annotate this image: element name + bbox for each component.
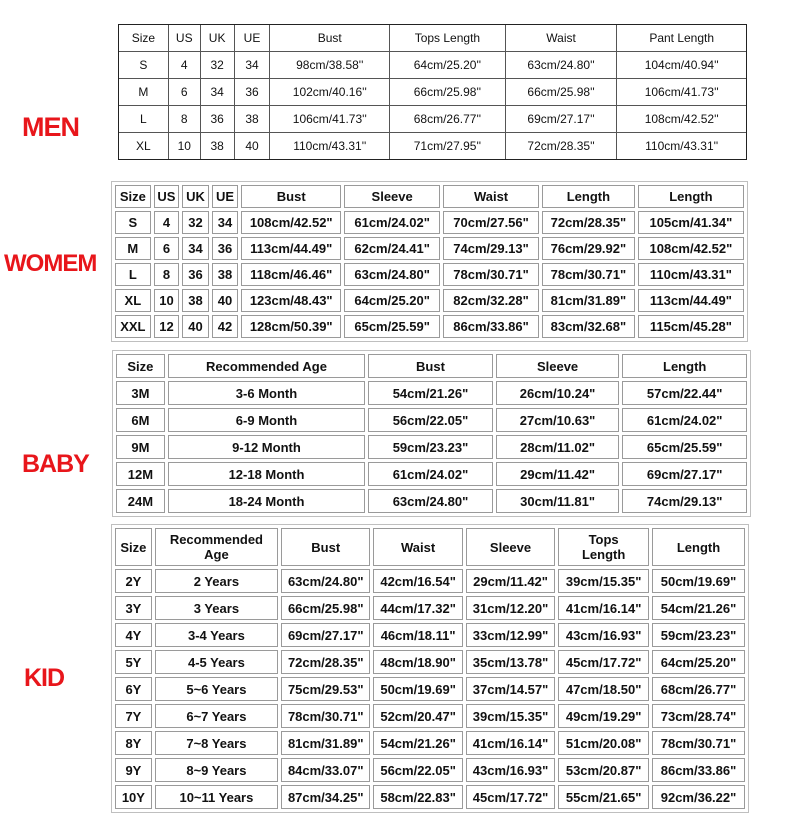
table-cell: 32	[201, 52, 235, 79]
table-cell: 6	[169, 79, 201, 106]
table-cell: 42	[212, 315, 239, 338]
table-cell: 36	[212, 237, 239, 260]
table-cell: 56cm/22.05"	[368, 408, 493, 432]
table-cell: 8	[169, 106, 201, 133]
baby-column-header: Bust	[368, 354, 493, 378]
baby-label: BABY	[22, 450, 89, 478]
table-cell: 102cm/40.16''	[270, 79, 390, 106]
table-cell: 110cm/43.31"	[638, 263, 744, 286]
table-cell: 78cm/30.71"	[281, 704, 370, 728]
table-cell: 69cm/27.17''	[506, 106, 618, 133]
table-cell: 86cm/33.86"	[652, 758, 745, 782]
table-cell: 78cm/30.71"	[652, 731, 745, 755]
size-cell: L	[119, 106, 169, 133]
table-cell: 106cm/41.73''	[617, 79, 746, 106]
table-cell: 8~9 Years	[155, 758, 278, 782]
table-cell: 63cm/24.80''	[506, 52, 618, 79]
size-cell: 7Y	[115, 704, 152, 728]
women-header-row	[115, 185, 744, 208]
table-cell: 34	[235, 52, 271, 79]
kid-column-header: Size	[115, 528, 152, 566]
men-column-header: Waist	[506, 25, 618, 52]
table-cell: 10~11 Years	[155, 785, 278, 809]
table-row	[115, 596, 745, 620]
table-cell: 40	[235, 133, 271, 159]
table-row	[119, 133, 746, 159]
table-cell: 84cm/33.07"	[281, 758, 370, 782]
table-row	[119, 106, 746, 133]
table-cell: 31cm/12.20"	[466, 596, 555, 620]
table-cell: 66cm/25.98''	[390, 79, 506, 106]
table-cell: 72cm/28.35"	[542, 211, 635, 234]
table-cell: 34	[201, 79, 235, 106]
baby-column-header: Recommended Age	[168, 354, 365, 378]
table-cell: 123cm/48.43"	[241, 289, 341, 312]
table-cell: 61cm/24.02"	[622, 408, 747, 432]
table-cell: 64cm/25.20"	[652, 650, 745, 674]
table-cell: 108cm/42.52"	[241, 211, 341, 234]
kid-size-table	[111, 524, 749, 813]
table-row	[115, 785, 745, 809]
size-cell: S	[115, 211, 151, 234]
women-column-header: Sleeve	[344, 185, 440, 208]
table-cell: 32	[182, 211, 209, 234]
table-cell: 87cm/34.25"	[281, 785, 370, 809]
table-cell: 39cm/15.35"	[558, 569, 649, 593]
table-cell: 38	[235, 106, 271, 133]
size-cell: 24M	[116, 489, 165, 513]
men-column-header: UE	[235, 25, 271, 52]
table-row	[115, 650, 745, 674]
table-cell: 81cm/31.89"	[542, 289, 635, 312]
size-cell: 3Y	[115, 596, 152, 620]
table-row	[115, 623, 745, 647]
table-cell: 56cm/22.05"	[373, 758, 462, 782]
table-cell: 41cm/16.14"	[558, 596, 649, 620]
table-cell: 27cm/10.63"	[496, 408, 620, 432]
table-row	[115, 289, 744, 312]
table-cell: 37cm/14.57"	[466, 677, 555, 701]
table-cell: 105cm/41.34"	[638, 211, 744, 234]
table-cell: 66cm/25.98"	[281, 596, 370, 620]
men-size-table	[118, 24, 747, 160]
table-cell: 59cm/23.23"	[368, 435, 493, 459]
table-row	[115, 211, 744, 234]
table-cell: 108cm/42.52"	[638, 237, 744, 260]
table-cell: 54cm/21.26"	[373, 731, 462, 755]
table-row	[115, 569, 745, 593]
table-cell: 62cm/24.41"	[344, 237, 440, 260]
table-cell: 63cm/24.80"	[368, 489, 493, 513]
table-cell: 29cm/11.42"	[466, 569, 555, 593]
table-cell: 35cm/13.78"	[466, 650, 555, 674]
table-row	[116, 381, 747, 405]
table-cell: 3-4 Years	[155, 623, 278, 647]
table-cell: 7~8 Years	[155, 731, 278, 755]
table-cell: 4-5 Years	[155, 650, 278, 674]
size-cell: 5Y	[115, 650, 152, 674]
table-cell: 6-9 Month	[168, 408, 365, 432]
table-cell: 81cm/31.89"	[281, 731, 370, 755]
size-cell: XL	[119, 133, 169, 159]
table-row	[115, 263, 744, 286]
table-cell: 12-18 Month	[168, 462, 365, 486]
table-cell: 8	[154, 263, 180, 286]
table-cell: 64cm/25.20"	[344, 289, 440, 312]
table-cell: 65cm/25.59"	[344, 315, 440, 338]
kid-column-header: Tops Length	[558, 528, 649, 566]
table-cell: 38	[201, 133, 235, 159]
men-column-header: Size	[119, 25, 169, 52]
table-cell: 68cm/26.77"	[652, 677, 745, 701]
kid-column-header: Length	[652, 528, 745, 566]
size-cell: XL	[115, 289, 151, 312]
table-cell: 108cm/42.52''	[617, 106, 746, 133]
table-cell: 4	[154, 211, 180, 234]
table-row	[119, 79, 746, 106]
table-cell: 3 Years	[155, 596, 278, 620]
table-cell: 44cm/17.32"	[373, 596, 462, 620]
table-cell: 9-12 Month	[168, 435, 365, 459]
size-cell: 6M	[116, 408, 165, 432]
table-cell: 48cm/18.90"	[373, 650, 462, 674]
table-row	[115, 731, 745, 755]
table-cell: 69cm/27.17"	[281, 623, 370, 647]
table-cell: 74cm/29.13"	[622, 489, 747, 513]
table-cell: 69cm/27.17"	[622, 462, 747, 486]
table-cell: 110cm/43.31''	[645, 139, 719, 153]
table-cell: 38	[182, 289, 209, 312]
table-cell: 74cm/29.13"	[443, 237, 539, 260]
men-column-header: UK	[201, 25, 235, 52]
table-cell: 76cm/29.92"	[542, 237, 635, 260]
table-cell: 63cm/24.80"	[281, 569, 370, 593]
table-cell: 73cm/28.74"	[652, 704, 745, 728]
table-cell: 113cm/44.49"	[638, 289, 744, 312]
women-column-header: UE	[212, 185, 239, 208]
size-cell: 4Y	[115, 623, 152, 647]
table-cell: 92cm/36.22"	[652, 785, 745, 809]
table-cell: 78cm/30.71"	[542, 263, 635, 286]
table-cell: 45cm/17.72"	[466, 785, 555, 809]
table-row	[115, 237, 744, 260]
table-cell: 54cm/21.26"	[652, 596, 745, 620]
table-cell: 40	[212, 289, 239, 312]
table-cell: 61cm/24.02"	[368, 462, 493, 486]
men-column-header: Pant Length	[617, 25, 746, 52]
men-column-header: Bust	[270, 25, 390, 52]
table-row	[115, 315, 744, 338]
table-cell: 113cm/44.49"	[241, 237, 341, 260]
women-size-table	[111, 181, 748, 342]
table-cell: 64cm/25.20''	[390, 52, 506, 79]
table-cell: 50cm/19.69"	[652, 569, 745, 593]
size-cell: 12M	[116, 462, 165, 486]
women-column-header: US	[154, 185, 180, 208]
women-column-header: Waist	[443, 185, 539, 208]
size-cell: 3M	[116, 381, 165, 405]
table-cell: 36	[182, 263, 209, 286]
kid-column-header: Bust	[281, 528, 370, 566]
kid-header-row	[115, 528, 745, 566]
table-cell: 86cm/33.86"	[443, 315, 539, 338]
women-label: WOMEM	[4, 250, 97, 277]
table-cell: 71cm/27.95''	[390, 133, 506, 159]
baby-size-table	[112, 350, 751, 517]
women-column-header: UK	[182, 185, 209, 208]
size-cell: 8Y	[115, 731, 152, 755]
table-cell: 59cm/23.23"	[652, 623, 745, 647]
table-cell: 55cm/21.65"	[558, 785, 649, 809]
table-row	[115, 758, 745, 782]
table-cell: 36	[201, 106, 235, 133]
table-cell: 40	[182, 315, 209, 338]
table-cell: 118cm/46.46"	[241, 263, 341, 286]
size-cell: 10Y	[115, 785, 152, 809]
table-row	[116, 489, 747, 513]
size-cell: M	[119, 79, 169, 106]
table-cell: 38	[212, 263, 239, 286]
table-cell: 41cm/16.14"	[466, 731, 555, 755]
table-cell: 106cm/41.73''	[270, 106, 390, 133]
table-cell: 28cm/11.02"	[496, 435, 620, 459]
table-cell: 66cm/25.98''	[506, 79, 618, 106]
kid-label: KID	[24, 664, 65, 692]
table-cell: 72cm/28.35''	[506, 133, 618, 159]
table-cell: 115cm/45.28"	[638, 315, 744, 338]
table-cell: 42cm/16.54"	[373, 569, 462, 593]
table-cell: 83cm/32.68"	[542, 315, 635, 338]
table-cell: 34	[182, 237, 209, 260]
size-cell: 6Y	[115, 677, 152, 701]
table-cell: 10	[169, 133, 201, 159]
kid-column-header: Waist	[373, 528, 462, 566]
size-cell: 2Y	[115, 569, 152, 593]
table-cell: 82cm/32.28"	[443, 289, 539, 312]
table-cell: 65cm/25.59"	[622, 435, 747, 459]
table-cell: 75cm/29.53"	[281, 677, 370, 701]
table-row	[115, 704, 745, 728]
table-cell: 2 Years	[155, 569, 278, 593]
table-cell: 70cm/27.56"	[443, 211, 539, 234]
table-cell: 18-24 Month	[168, 489, 365, 513]
size-cell: M	[115, 237, 151, 260]
baby-column-header: Size	[116, 354, 165, 378]
table-cell: 50cm/19.69"	[373, 677, 462, 701]
men-header-row	[119, 25, 746, 52]
size-cell: L	[115, 263, 151, 286]
table-cell: 110cm/43.31''	[270, 133, 390, 159]
table-cell: 34	[212, 211, 239, 234]
table-cell: 58cm/22.83"	[373, 785, 462, 809]
table-cell: 72cm/28.35"	[281, 650, 370, 674]
table-cell: 4	[169, 52, 201, 79]
table-row	[116, 462, 747, 486]
table-cell: 104cm/40.94''	[617, 52, 746, 79]
table-cell: 26cm/10.24"	[496, 381, 620, 405]
baby-column-header: Sleeve	[496, 354, 620, 378]
table-cell: 57cm/22.44"	[622, 381, 747, 405]
table-cell: 46cm/18.11"	[373, 623, 462, 647]
table-cell: 63cm/24.80"	[344, 263, 440, 286]
table-cell: 33cm/12.99"	[466, 623, 555, 647]
table-cell: 10	[154, 289, 180, 312]
size-cell: 9M	[116, 435, 165, 459]
table-cell: 78cm/30.71"	[443, 263, 539, 286]
size-cell: S	[119, 52, 169, 79]
table-cell: 51cm/20.08"	[558, 731, 649, 755]
men-column-header: Tops Length	[390, 25, 506, 52]
table-cell: 29cm/11.42"	[496, 462, 620, 486]
table-cell: 30cm/11.81"	[496, 489, 620, 513]
table-cell: 43cm/16.93"	[558, 623, 649, 647]
men-label: MEN	[22, 112, 79, 142]
table-cell: 52cm/20.47"	[373, 704, 462, 728]
women-column-header: Size	[115, 185, 151, 208]
table-cell: 6	[154, 237, 180, 260]
table-cell: 61cm/24.02"	[344, 211, 440, 234]
table-cell: 54cm/21.26"	[368, 381, 493, 405]
table-row	[116, 435, 747, 459]
table-cell: 3-6 Month	[168, 381, 365, 405]
table-cell: 128cm/50.39"	[241, 315, 341, 338]
baby-column-header: Length	[622, 354, 747, 378]
kid-column-header: Sleeve	[466, 528, 555, 566]
kid-column-header: Recommended Age	[155, 528, 278, 566]
table-cell: 98cm/38.58''	[270, 52, 390, 79]
size-cell: 9Y	[115, 758, 152, 782]
table-cell: 12	[154, 315, 180, 338]
women-column-header: Bust	[241, 185, 341, 208]
men-column-header: US	[169, 25, 201, 52]
table-cell: 36	[235, 79, 271, 106]
table-cell: 6~7 Years	[155, 704, 278, 728]
table-cell: 49cm/19.29"	[558, 704, 649, 728]
table-cell: 5~6 Years	[155, 677, 278, 701]
size-cell: XXL	[115, 315, 151, 338]
women-column-header: Length	[542, 185, 635, 208]
table-cell: 68cm/26.77''	[390, 106, 506, 133]
table-cell: 39cm/15.35"	[466, 704, 555, 728]
table-cell: 45cm/17.72"	[558, 650, 649, 674]
baby-header-row	[116, 354, 747, 378]
table-cell: 53cm/20.87"	[558, 758, 649, 782]
table-cell: 47cm/18.50"	[558, 677, 649, 701]
table-row	[119, 52, 746, 79]
table-row	[115, 677, 745, 701]
women-column-header: Length	[638, 185, 744, 208]
table-cell: 43cm/16.93"	[466, 758, 555, 782]
table-row	[116, 408, 747, 432]
